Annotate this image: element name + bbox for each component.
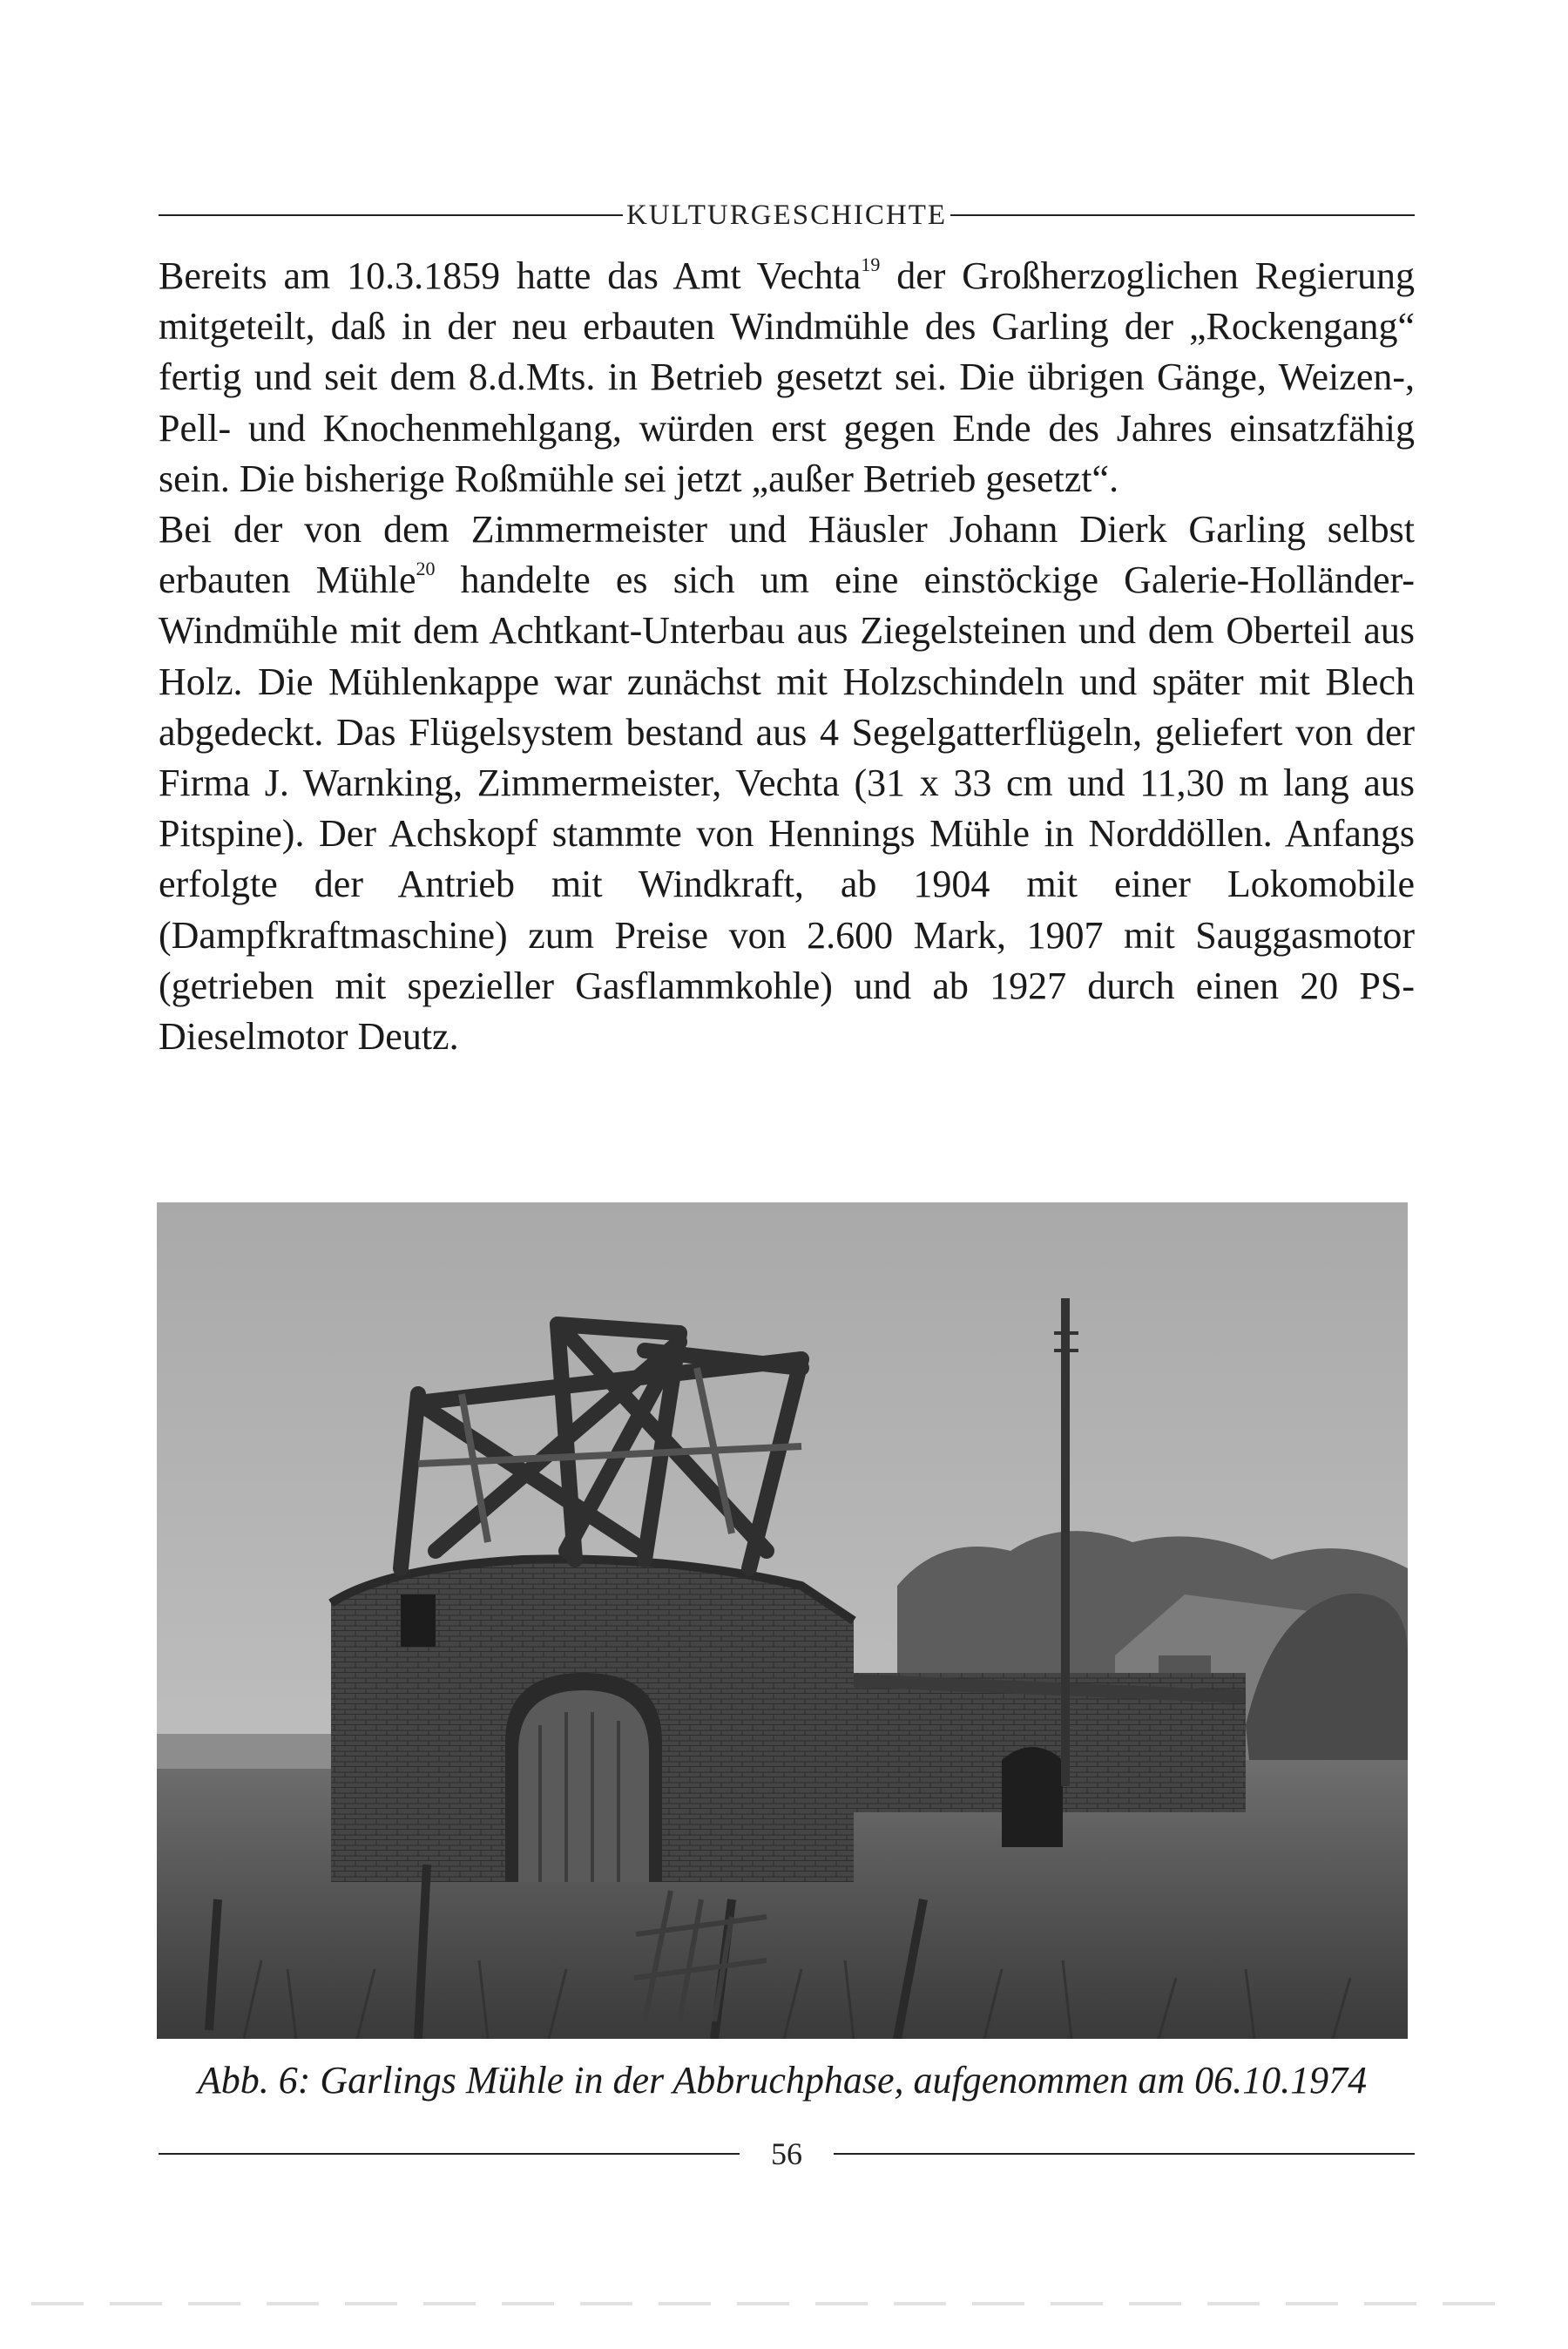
header-rule-left [159,214,623,216]
footer-rule-left [159,2153,740,2155]
footnote-ref-20: 20 [416,558,436,580]
page-footer [159,2132,1415,2176]
figure-caption: Abb. 6: Garlings Mühle in der Abbruchphase, aufgenommen am 06.10.1974 [197,2059,1368,2102]
footnote-ref-19: 19 [861,254,881,275]
paragraph-2-text-b: handelte es sich um eine einstöckige Galerie-Holländer-Windmühle mit dem Achtkant-Unterbau aus Ziegelsteinen und dem Oberteil aus Holz. Die Mühlenkappe war zunächst mit Holzschindeln und später mit Blech abgedeckt. Das Flügelsystem bestand aus 4 Segelgatterflügeln, geliefert von der Firma J. Warnking, Zimmermeister, Vechta (31 x 33 cm und 11,30 m lang aus Pitspine). Der Achskopf stammte von Hennings Mühle in Norddöllen. Anfangs erfolgte der Antrieb mit Windkraft, ab 1904 mit einer Lokomobile (Dampfkraftmaschine) zum Preise von 2.600 Mark, 1907 mit Sauggasmotor (getrieben mit spezieller Gasflammkohle) und ab 1927 durch einen 20 PS-Dieselmotor Deutz. [159,558,1415,1059]
scan-edge-mark [31,2302,1512,2305]
footer-rule-right [834,2153,1415,2155]
windmill-photo [157,1202,1408,2039]
paragraph-1-text-b: der Großherzoglichen Regierung mitgeteilt, daß in der neu erbauten Windmühle des Garling der „Rockengang“ fertig und seit dem 8.d.Mts. in Betrieb gesetzt sei. Die übrigen Gänge, Weizen-, Pell- und Knochenmehlgang, würden erst gegen Ende des Jahres einsatzfähig sein. Die bisherige Roßmühle sei jetzt „außer Betrieb gesetzt“. [159,254,1415,500]
paragraph-2-text-a: Bei der von dem Zimmermeister und Häusler Johann Dierk Garling selbst erbauten Mühle [159,508,1415,602]
windmill-photo-drawing [157,1202,1408,2039]
body-text [159,251,1415,1062]
paragraph-1-text-a: Bereits am 10.3.1859 hatte das Amt Vechta [159,254,862,297]
page-number: 56 [771,2136,802,2171]
running-header [159,193,1415,237]
paragraph-2 [159,504,1415,1062]
paragraph-1 [159,251,1415,504]
header-title: KULTURGESCHICHTE [625,199,948,231]
header-rule-right [950,214,1415,216]
